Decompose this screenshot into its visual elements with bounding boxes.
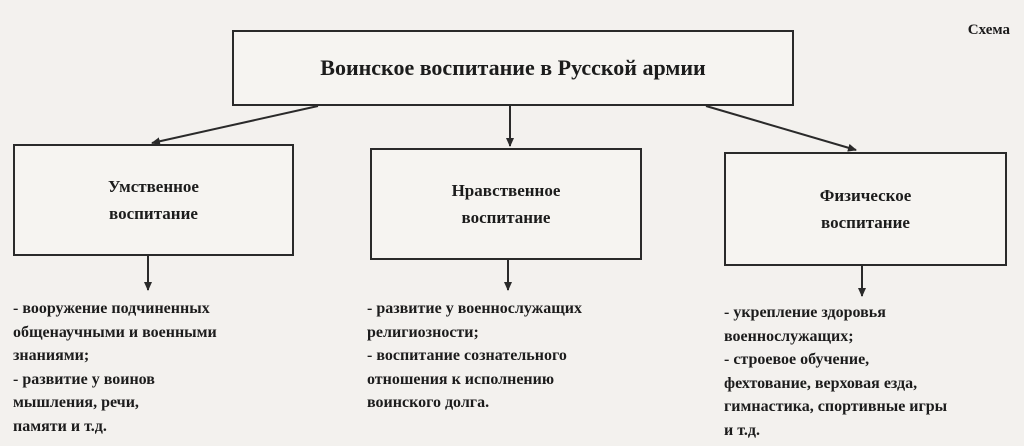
list-item: - укрепление здоровья	[724, 304, 886, 321]
list-item: и т.д.	[724, 421, 760, 439]
list-item: воинского долга.	[367, 394, 490, 411]
list-item: религиозности;	[367, 323, 479, 341]
schema-label: Схема	[967, 22, 1010, 38]
list-item: знаниями;	[13, 347, 90, 364]
category-title: Нравственное воспитание	[451, 181, 561, 227]
category-box-moral	[370, 148, 642, 260]
moral-items-list	[367, 297, 687, 415]
arrow-to-mental	[152, 106, 318, 143]
list-item: - развитие у военнослужащих	[367, 300, 582, 317]
list-item: общенаучными и военными	[13, 323, 217, 341]
main-title: Воинское воспитание в Русской армии	[320, 55, 706, 80]
mental-items-list	[13, 297, 313, 438]
list-item: мышления, речи,	[13, 394, 139, 411]
main-title-box	[232, 30, 794, 106]
list-item: фехтование, верховая езда,	[724, 374, 918, 392]
list-item: - развитие у воинов	[13, 370, 155, 388]
category-title: Умственное воспитание	[108, 177, 199, 223]
list-item: - воспитание сознательного	[367, 347, 567, 364]
category-box-physical	[724, 152, 1007, 266]
list-item: отношения к исполнению	[367, 370, 555, 388]
category-box-mental	[13, 144, 294, 256]
list-item: - строевое обучение,	[724, 351, 870, 368]
list-item: гимнастика, спортивные игры	[724, 398, 948, 415]
list-item: военнослужащих;	[724, 327, 854, 345]
list-item: памяти и т.д.	[13, 417, 107, 435]
list-item: - вооружение подчиненных	[13, 300, 210, 317]
physical-items-list	[724, 301, 1014, 442]
arrow-to-physical	[706, 106, 856, 150]
category-title: Физическое воспитание	[819, 186, 912, 232]
